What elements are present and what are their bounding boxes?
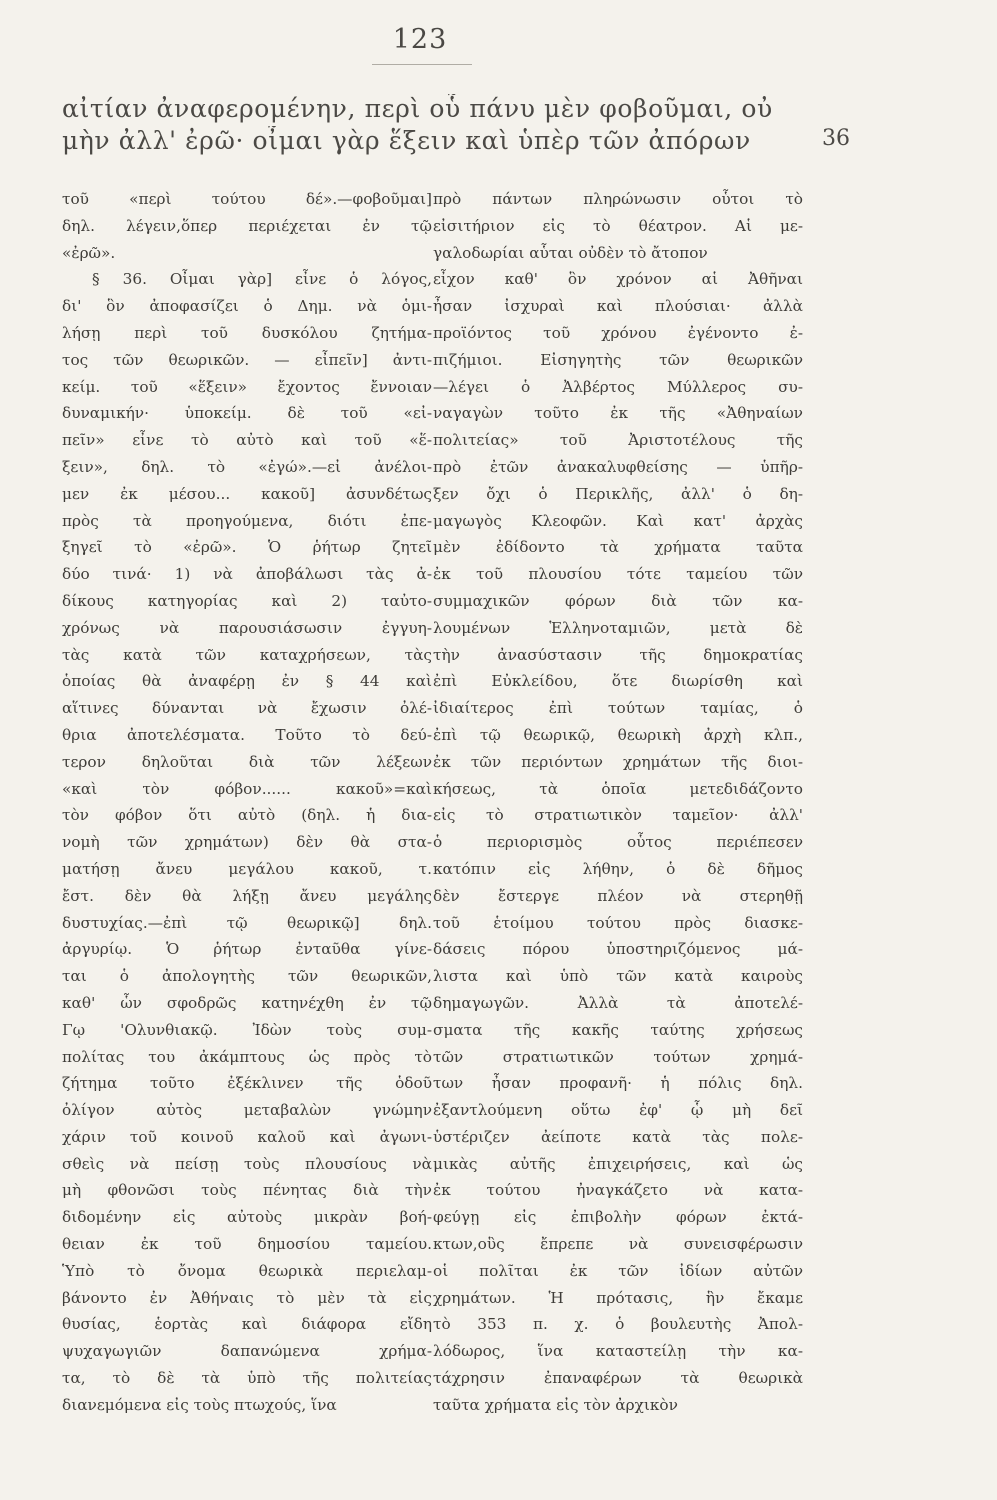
column-line: ματήσῃ ἄνευ μεγάλου κακοῦ, τ. xyxy=(62,859,432,878)
column-line: τὰς κατὰ τῶν καταχρήσεων, τὰς xyxy=(62,645,432,664)
column-line: ταῦτα χρήματα εἰς τὸν ἀρχικὸν xyxy=(433,1395,678,1414)
column-line: βάνοντο ἐν Ἀθήναις τὸ μὲν τὰ εἰς xyxy=(62,1288,432,1307)
column-line: τὸ 353 π. χ. ὁ βουλευτὴς Ἀπολ- xyxy=(433,1315,803,1334)
column-line: διδομένην εἰς αὐτοὺς μικρὰν βοή- xyxy=(62,1208,432,1227)
column-line: μὲν ἐδίδοντο τὰ χρήματα ταῦτα xyxy=(433,538,803,557)
column-line: δημαγωγῶν. Ἀλλὰ τὰ ἀποτελέ- xyxy=(433,993,803,1012)
column-line: πιζήμιοι. Εἰσηγητὴς τῶν θεωρικῶν xyxy=(433,350,803,369)
column-line: δίκους κατηγορίας καὶ 2) ταὐτο- xyxy=(62,591,432,610)
column-line: ξειν», δηλ. τὸ «ἐγώ».—εἰ ἀνέλοι- xyxy=(62,457,432,476)
column-line: ἐπὶ Εὐκλείδου, ὅτε διωρίσθη καὶ xyxy=(433,672,803,691)
column-line: πεῖν» εἶνε τὸ αὐτὸ καὶ τοῦ «ἕ- xyxy=(62,431,432,450)
column-line: αἵτινες δύνανται νὰ ἔχωσιν ὀλέ- xyxy=(62,699,432,718)
column-line: προϊόντος τοῦ χρόνου ἐγένοντο ἐ- xyxy=(433,323,803,342)
column-line: ὁποίας θὰ ἀναφέρῃ ἐν § 44 καὶ xyxy=(62,672,432,691)
column-line: εἰσιτήριον εἰς τὸ θέατρον. Αἱ με- xyxy=(433,216,803,235)
column-line: λιστα καὶ ὑπὸ τῶν κατὰ καιροὺς xyxy=(433,967,803,986)
main-text-line-1: αἰτίαν ἀναφερομένην, περὶ οὗ πάνυ μὲν φοβοῦμαι, οὐ xyxy=(62,94,773,123)
column-line: τὸν φόβον ὅτι αὐτὸ (δηλ. ἡ δια- xyxy=(62,806,432,825)
column-line: κατόπιν εἰς λήθην, ὁ δὲ δῆμος xyxy=(433,859,803,878)
column-line: πολιτείας» τοῦ Ἀριστοτέλους τῆς xyxy=(433,431,803,450)
column-line: § 36. Οἶμαι γὰρ] εἶνε ὁ λόγος, xyxy=(92,270,432,289)
column-line: —λέγει ὁ Ἀλβέρτος Μύλλερος συ- xyxy=(433,377,803,396)
main-text-line-2: μὴν ἀλλ' ἐρῶ· οἶμαι γὰρ ἕξειν καὶ ὑπὲρ τῶν ἀπόρων xyxy=(62,126,751,155)
column-line: ναγαγὼν τοῦτο ἐκ τῆς «Ἀθηναίων xyxy=(433,404,803,423)
column-line: εἶχον καθ' ὃν χρόνον αἱ Ἀθῆναι xyxy=(433,270,803,289)
column-line: κτων,οὓς ἔπρεπε νὰ συνεισφέρωσιν xyxy=(433,1235,803,1254)
column-line: «ἐρῶ». xyxy=(62,243,116,262)
column-line: χρημάτων. Ἡ πρότασις, ἣν ἔκαμε xyxy=(433,1288,803,1307)
column-line: τοῦ ἑτοίμου τούτου πρὸς διασκε- xyxy=(433,913,803,932)
column-line: ὑστέριζεν ἀείποτε κατὰ τὰς πολε- xyxy=(433,1127,803,1146)
column-line: μεν ἐκ μέσου... κακοῦ] ἀσυνδέτως xyxy=(62,484,432,503)
column-line: μικὰς αὐτῆς ἐπιχειρήσεις, καὶ ὡς xyxy=(433,1154,803,1173)
column-line: δὲν ἔστεργε πλέον νὰ στερηθῇ xyxy=(433,886,803,905)
commentary-left-column xyxy=(62,186,432,1419)
column-line: δυστυχίας.—ἐπὶ τῷ θεωρικῷ] δηλ. xyxy=(62,913,432,932)
column-line: ἐπὶ τῷ θεωρικῷ, θεωρικὴ ἀρχὴ κλπ., xyxy=(433,725,803,744)
column-line: θειαν ἐκ τοῦ δημοσίου ταμείου. xyxy=(62,1235,432,1254)
column-line: ἐκ τούτου ἠναγκάζετο νὰ κατα- xyxy=(433,1181,803,1200)
page-number-rule xyxy=(372,64,472,65)
column-line: τος τῶν θεωρικῶν. — εἶπεῖν] ἀντι- xyxy=(62,350,432,369)
column-line: ζήτημα τοῦτο ἐξέκλινεν τῆς ὁδοῦ xyxy=(62,1074,432,1093)
column-line: «καὶ τὸν φόβον...... κακοῦ»=καὶ xyxy=(62,779,432,798)
column-line: σματα τῆς κακῆς ταύτης χρήσεως xyxy=(433,1020,803,1039)
column-line: ψυχαγωγιῶν δαπανώμενα χρήμα- xyxy=(62,1342,432,1361)
column-line: δυναμικήν· ὑποκείμ. δὲ τοῦ «εἰ- xyxy=(62,404,432,423)
column-line: νομὴ τῶν χρημάτων) δὲν θὰ στα- xyxy=(62,833,432,852)
column-line: χάριν τοῦ κοινοῦ καλοῦ καὶ ἀγωνι- xyxy=(62,1127,432,1146)
column-line: θυσίας, ἑορτὰς καὶ διάφορα εἴδη xyxy=(62,1315,432,1334)
column-line: των ἦσαν προφανῆ· ἡ πόλις δηλ. xyxy=(433,1074,803,1093)
column-line: ἐκ τοῦ πλουσίου τότε ταμείου τῶν xyxy=(433,565,803,584)
column-line: δύο τινά· 1) νὰ ἀποβάλωσι τὰς ἀ- xyxy=(62,565,432,584)
column-line: δάσεις πόρου ὑποστηριζόμενος μά- xyxy=(433,940,803,959)
column-line: κείμ. τοῦ «ἕξειν» ἔχοντος ἔννοιαν xyxy=(62,377,432,396)
column-line: τοῦ «περὶ τούτου δέ».—φοβοῦμαι] xyxy=(62,190,432,208)
column-line: Γῳ 'Ολυνθιακῷ. Ἰδὼν τοὺς συμ- xyxy=(62,1020,432,1039)
column-line: γαλοδωρίαι αὗται οὐδὲν τὸ ἄτοπον xyxy=(433,243,708,262)
column-line: μὴ φθονῶσι τοὺς πένητας διὰ τὴν xyxy=(62,1181,432,1200)
column-line: ἔστ. δὲν θὰ λήξῃ ἄνευ μεγάλης xyxy=(62,886,432,905)
column-line: πολίτας του ἀκάμπτους ὡς πρὸς τὸ xyxy=(62,1047,432,1066)
column-line: ξεν ὄχι ὁ Περικλῆς, ἀλλ' ὁ δη- xyxy=(433,484,803,503)
column-line: χρόνως νὰ παρουσιάσωσιν ἐγγυη- xyxy=(62,618,432,637)
column-line: καθ' ὧν σφοδρῶς κατηνέχθη ἐν τῷ xyxy=(62,993,432,1012)
column-line: πρὸ πάντων πληρώνωσιν οὗτοι τὸ xyxy=(433,190,803,208)
column-line: θρια ἀποτελέσματα. Τοῦτο τὸ δεύ- xyxy=(62,725,432,744)
column-line: κήσεως, τὰ ὁποῖα μετεδιδάζοντο xyxy=(433,779,803,798)
column-line: συμμαχικῶν φόρων διὰ τῶν κα- xyxy=(433,591,803,610)
column-line: πρὸς τὰ προηγούμενα, διότι ἐπε- xyxy=(62,511,432,530)
column-line: σθεὶς νὰ πείσῃ τοὺς πλουσίους νὰ xyxy=(62,1154,432,1173)
column-line: δηλ. λέγειν,ὅπερ περιέχεται ἐν τῷ xyxy=(62,216,432,235)
column-line: διανεμόμενα εἰς τοὺς πτωχούς, ἵνα xyxy=(62,1395,337,1414)
column-line: ται ὁ ἀπολογητὴς τῶν θεωρικῶν, xyxy=(62,967,432,986)
column-line: τάχρησιν ἐπαναφέρων τὰ θεωρικὰ xyxy=(433,1369,803,1388)
column-line: εἰς τὸ στρατιωτικὸν ταμεῖον· ἀλλ' xyxy=(433,806,803,825)
column-line: οἱ πολῖται ἐκ τῶν ἰδίων αὐτῶν xyxy=(433,1261,803,1280)
column-line: πρὸ ἐτῶν ἀνακαλυφθείσης — ὑπῆρ- xyxy=(433,457,803,476)
column-line: δι' ὃν ἀποφασίζει ὁ Δημ. νὰ ὁμι- xyxy=(62,297,432,316)
column-line: ὁ περιορισμὸς οὗτος περιέπεσεν xyxy=(433,833,803,852)
column-line: ἐξαντλούμενη οὕτω ἐφ' ᾧ μὴ δεῖ xyxy=(433,1101,803,1120)
column-line: φεύγῃ εἰς ἐπιβολὴν φόρων ἐκτά- xyxy=(433,1208,803,1227)
column-line: τερον δηλοῦται διὰ τῶν λέξεων xyxy=(62,752,432,771)
column-line: τῶν στρατιωτικῶν τούτων χρημά- xyxy=(433,1047,803,1066)
column-line: μαγωγὸς Κλεοφῶν. Καὶ κατ' ἀρχὰς xyxy=(433,511,803,530)
page-number: 123 xyxy=(392,24,448,55)
column-line: ἦσαν ἰσχυραὶ καὶ πλούσιαι· ἀλλὰ xyxy=(433,297,803,316)
column-line: τὴν ἀνασύστασιν τῆς δημοκρατίας xyxy=(433,645,803,664)
column-line: λόδωρος, ἵνα καταστείλῃ τὴν κα- xyxy=(433,1342,803,1361)
column-line: ἐκ τῶν περιόντων χρημάτων τῆς διοι- xyxy=(433,752,803,771)
column-line: ἰδιαίτερος ἐπὶ τούτων ταμίας, ὁ xyxy=(433,699,803,718)
column-line: ξηγεῖ τὸ «ἐρῶ». Ὁ ῥήτωρ ζητεῖ xyxy=(62,538,432,557)
section-number: 36 xyxy=(822,126,850,151)
column-line: τα, τὸ δὲ τὰ ὑπὸ τῆς πολιτείας xyxy=(62,1369,432,1388)
column-line: λήσῃ περὶ τοῦ δυσκόλου ζητήμα- xyxy=(62,323,432,342)
column-line: ἀργυρίῳ. Ὁ ῥήτωρ ἐνταῦθα γίνε- xyxy=(62,940,432,959)
column-line: λουμένων Ἑλληνοταμιῶν, μετὰ δὲ xyxy=(433,618,803,637)
commentary-right-column xyxy=(433,186,803,1419)
column-line: ὀλίγον αὐτὸς μεταβαλὼν γνώμην xyxy=(62,1101,432,1120)
column-line: Ὑπὸ τὸ ὄνομα θεωρικὰ περιελαμ- xyxy=(62,1261,432,1280)
